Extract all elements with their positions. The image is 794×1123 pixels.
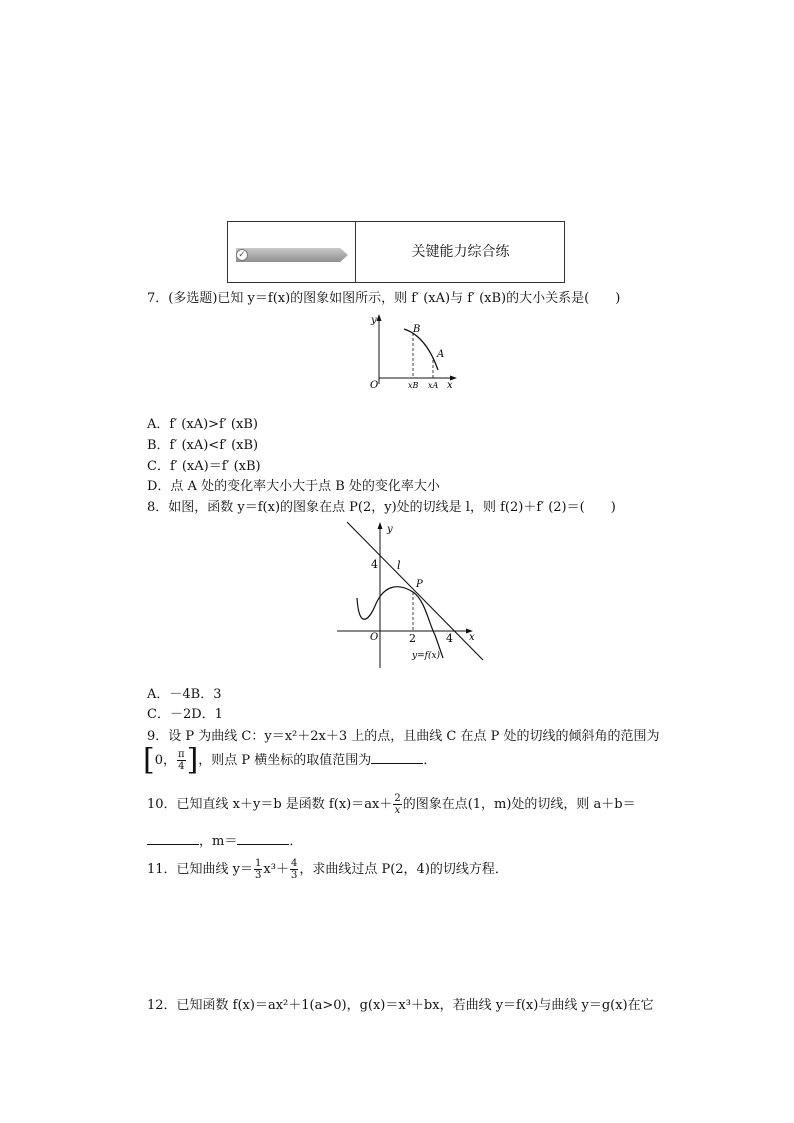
q7-option-a: A．f′ (xA)>f′ (xB) <box>147 417 258 432</box>
header-title: 关键能力综合练 <box>411 244 510 260</box>
q7-xb-label: xB <box>408 381 419 390</box>
q10-line2: ，m＝ ． <box>147 830 302 849</box>
q9-stem-part1: 9．设 P 为曲线 C：y＝x²＋2x＋3 上的点，且曲线 C 在点 P 处的切线的倾斜角的范围为 <box>147 729 660 744</box>
q10-line1 <box>147 788 636 822</box>
q9-fraction: $\frac{\pi}{4}$ <box>178 749 185 772</box>
q8-options-row1: A．－4B．3 <box>147 687 222 702</box>
section-header <box>227 221 565 283</box>
q7-option-b: B．f′ (xA)<f′ (xB) <box>147 438 259 453</box>
q8-tick-2: 2 <box>409 632 416 645</box>
q8-point-p: P <box>416 579 423 590</box>
q7-option-c: C．f′ (xA)＝f′ (xB) <box>147 459 261 474</box>
q8-line-label: l <box>397 559 401 572</box>
q7-stem: 7．(多选题)已知 y＝f(x)的图象如图所示，则 f′ (xA)与 f′ (xB)的大小关系是( ) <box>147 291 621 306</box>
header-ribbon <box>236 248 348 262</box>
q9-stem-part2: ，则点 P 横坐标的取值范围为 <box>198 753 372 768</box>
q7-graph <box>360 312 460 392</box>
q7-point-b: B <box>413 324 421 335</box>
q10-part2: 的图象在点(1，m)处的切线，则 a＋b＝ <box>402 797 636 812</box>
q7-y-arrow <box>377 314 382 321</box>
q8-tick-4-x: 4 <box>446 632 453 645</box>
q8-y-label: y <box>387 524 393 535</box>
q7-option-d: D．点 A 处的变化率大小大于点 B 处的变化率大小 <box>147 479 440 494</box>
q8-x-label: x <box>469 632 475 643</box>
q8-curve-label: y=f(x) <box>412 651 441 661</box>
q9-left-bracket: [ <box>143 742 155 778</box>
q10-blank-ab <box>147 832 199 845</box>
q10-fraction: $\frac{2}{x}$ <box>394 793 401 816</box>
q8-y-arrow <box>378 522 383 529</box>
q7-x-label: x <box>447 380 453 391</box>
q8-options-row2: C．－2D．1 <box>147 707 223 722</box>
q10-part1: 10．已知直线 x＋y＝b 是函数 f(x)＝ax＋ <box>147 797 393 812</box>
q10-mid: ，m＝ <box>199 834 238 849</box>
q12-stem: 12．已知函数 f(x)＝ax²＋1(a>0)，g(x)＝x³＋bx，若曲线 y＝f(x)与曲线 y＝g(x)在它 <box>147 998 654 1013</box>
q10-blank-m <box>237 832 289 845</box>
check-icon: ✓ <box>236 249 248 261</box>
q9-interval-left: 0， <box>154 753 176 768</box>
q9-line2: [0， $\frac{\pi}{4}$ ]，则点 P 横坐标的取值范围为 ． <box>143 742 437 778</box>
q9-answer-blank <box>371 751 423 764</box>
q7-origin: O <box>370 380 379 391</box>
q8-stem: 8．如图，函数 y＝f(x)的图象在点 P(2，y)处的切线是 l，则 f(2)＋f′ (2)＝( ) <box>147 500 616 515</box>
q8-curve <box>357 587 443 658</box>
q8-tick-4-y: 4 <box>371 558 378 571</box>
q7-curve <box>404 329 438 370</box>
q11-stem: 11．已知曲线 y＝ $\frac{1}{3}$ x³＋ $\frac{4}{3}$ ，求曲线过点 P(2，4)的切线方程． <box>147 858 508 881</box>
q11-fraction-1: $\frac{1}{3}$ <box>255 858 262 881</box>
q8-graph <box>335 520 490 670</box>
q11-fraction-2: $\frac{4}{3}$ <box>290 858 298 881</box>
q7-xa-label: xA <box>428 381 439 390</box>
q8-origin: O <box>370 632 379 643</box>
q7-point-a: A <box>437 349 445 360</box>
q9-right-bracket: ] <box>186 742 199 778</box>
q7-y-label: y <box>371 315 377 326</box>
